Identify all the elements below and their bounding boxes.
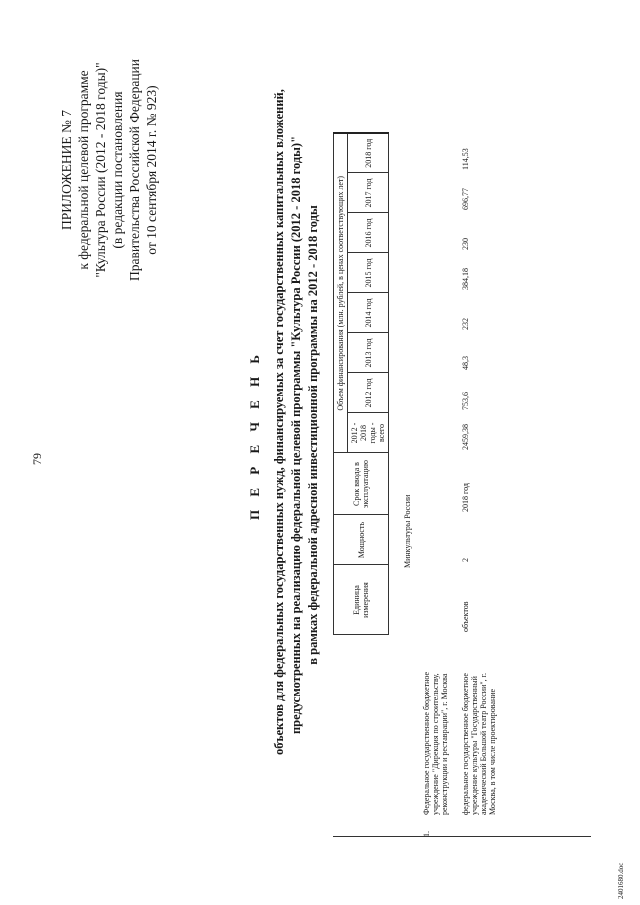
row-value [420,213,459,253]
row-value: 753,6 [461,392,470,410]
objects-table [333,132,499,840]
header-term: Срок ввода в эксплуатацию [334,453,389,515]
header-year: 2017 год [348,173,389,213]
row-value [420,293,459,333]
heading-line: в рамках федеральной адресной инвестиционной программы на 2012 - 2018 годы [306,205,320,665]
row-unit: объектов [461,601,470,632]
table-header-row [334,133,348,840]
row-value: 696,77 [461,188,470,210]
page-number: 79 [30,453,44,465]
header-year: 2012 год [348,373,389,413]
row-value: 114,53 [461,148,470,170]
heading-line: предусмотренных на реализацию федеральной целевой программы "Культура России (2012 - 2018 годы)" [289,135,303,735]
header-year: 2015 год [348,253,389,293]
header-unit: Единица измерения [334,565,389,635]
row-name-cell [420,635,459,840]
appendix-line: (в редакции постановления [110,91,125,249]
document-heading [246,89,322,755]
header-name-cell [334,635,389,840]
table-row [459,133,499,840]
row-value [420,173,459,213]
header-capacity: Мощность [334,515,389,565]
table-row [420,133,459,840]
section-row [389,133,421,840]
row-unit [420,565,459,635]
row-term: 2018 год [461,483,470,512]
row-value: 232 [461,318,470,330]
row-value: 48,3 [461,356,470,370]
header-funding: Объем финансирования (млн. рублей, в ценах соответствующих лет) [334,133,348,453]
header-year: 2018 год [348,133,389,173]
row-value: 384,18 [461,268,470,290]
header-year: 2013 год [348,333,389,373]
row-capacity [420,515,459,565]
appendix-line: ПРИЛОЖЕНИЕ № 7 [59,109,74,231]
footer-filename: 2401680.doc [617,862,625,899]
appendix-line: от 10 сентября 2014 г. № 923) [144,85,159,255]
row-value [420,253,459,293]
row-name: федеральное государственное бюджетное учреждение культуры "Государственный академический Большой театр России", г. Москва, в том числе проектирование [461,672,497,815]
row-value [420,333,459,373]
row-capacity: 2 [461,558,470,562]
row-value [420,413,459,453]
header-year: 2014 год [348,293,389,333]
section-title: Минкультуры России [403,494,412,568]
appendix-line: Правительства Российской Федерации [127,59,142,281]
row-value: 230 [461,238,470,250]
appendix-line: к федеральной целевой программе [76,70,91,270]
heading-line: объектов для федеральных государственных нужд, финансируемых за счет государственных капитальных вложений, [272,89,286,755]
heading-title: П Е Р Е Ч Е Н Ь [247,349,262,521]
row-number: 1. [422,831,431,837]
row-name-cell [459,635,499,840]
appendix-line: "Культура России (2012 - 2018 годы)" [93,62,108,278]
row-name: Федеральное государственное бюджетное учреждение "Дирекция по строительству, реконструкции и реставрации", г. Москва [422,671,449,815]
row-term [420,453,459,515]
appendix-block [58,5,160,335]
row-value: 2459,38 [461,424,470,450]
header-year: 2012 - 2018 годы - всего [348,413,389,453]
row-value [420,373,459,413]
header-year: 2016 год [348,213,389,253]
row-value [420,133,459,173]
